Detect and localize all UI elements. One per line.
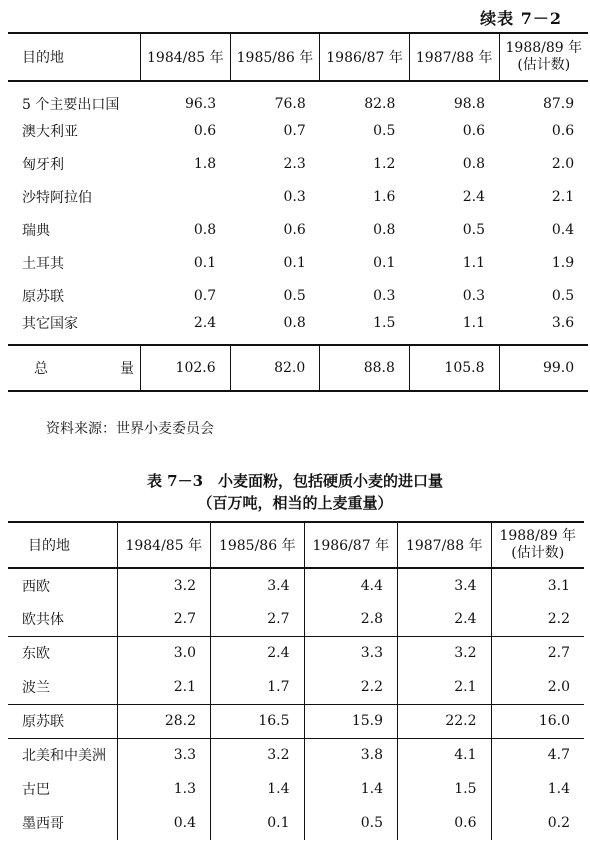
cell-value: 1.4: [491, 772, 584, 806]
cell-value: 0.3: [283, 188, 306, 205]
cell-value: 1.2: [373, 155, 396, 172]
cell-value: 0.5: [373, 122, 396, 139]
cell-value: 3.0: [117, 636, 211, 670]
row-label: 北美和中美洲: [8, 738, 117, 772]
col-1986-87: 1986/87 年: [304, 522, 398, 568]
total-label-a: 总: [34, 361, 48, 377]
cell-value: 16.5: [211, 704, 305, 738]
cell-value: 0.1: [193, 254, 217, 271]
cell-value: 3.6: [551, 315, 575, 331]
col-destination: 目的地: [8, 33, 141, 81]
table-row: [8, 636, 584, 670]
cell-value: 1.8: [193, 155, 217, 172]
row-label: 瑞典: [22, 222, 50, 239]
cell-value: 3.2: [211, 738, 305, 772]
cell-value: 1.3: [117, 772, 211, 806]
cell-value: 0.1: [211, 806, 305, 840]
col-1988-89: [491, 522, 584, 568]
cell-value: 0.8: [193, 221, 217, 238]
cell-value: 2.4: [211, 636, 305, 670]
cell-value: 0.7: [193, 287, 217, 304]
row-label: 其它国家: [22, 316, 78, 332]
table-title-line1: 表 7－3 小麦面粉，包括硬质小麦的进口量: [146, 472, 444, 490]
col-1988-89: [499, 33, 588, 81]
total-value: 88.8: [320, 345, 410, 391]
cell-value: 0.4: [117, 806, 211, 840]
cell-value: 0.5: [283, 287, 306, 304]
cell-value: 4.4: [304, 568, 398, 602]
cell-value: 96.3: [184, 96, 217, 112]
cell-value: 0.8: [462, 155, 485, 172]
col-destination: 目的地: [8, 522, 117, 568]
col-1984-85: 1984/85 年: [117, 522, 211, 568]
table-row: [8, 213, 588, 246]
cell-value: 0.6: [462, 122, 485, 139]
col-1987-88: 1987/88 年: [398, 522, 492, 568]
total-label-b: 量: [120, 361, 134, 377]
cell-value: 2.7: [491, 636, 584, 670]
cell-value: 3.3: [117, 738, 211, 772]
cell-value: 2.4: [193, 315, 217, 331]
cell-value: 2.2: [304, 670, 398, 704]
cell-value: 3.2: [117, 568, 211, 602]
cell-value: 0.3: [462, 287, 485, 304]
cell-value: 3.1: [491, 568, 584, 602]
cell-value: 1.7: [211, 670, 305, 704]
cell-value: 0.6: [283, 221, 306, 238]
source-note: 资料来源：世界小麦委员会: [46, 421, 214, 437]
cell-value: 1.4: [211, 772, 305, 806]
table-header-row: [8, 522, 584, 568]
total-value: 105.8: [409, 345, 499, 391]
cell-value: 98.8: [453, 96, 485, 112]
cell-value: 3.3: [304, 636, 398, 670]
cell-value: 2.0: [551, 155, 575, 172]
table-row: [8, 670, 584, 704]
cell-value: 0.6: [193, 122, 217, 139]
cell-value: 1.9: [551, 254, 575, 271]
total-row: [8, 345, 588, 391]
table-row: [8, 568, 584, 602]
table-row: [8, 279, 588, 312]
col-1984-85: 1984/85 年: [141, 33, 231, 81]
col-1988-89-year: 1988/89 年: [499, 528, 577, 544]
cell-value: 4.7: [491, 738, 584, 772]
cell-value: 0.5: [462, 221, 485, 238]
cell-value: 0.1: [373, 254, 396, 271]
cell-value: 3.8: [304, 738, 398, 772]
cell-value: [141, 180, 231, 213]
cell-value: 0.4: [551, 221, 575, 238]
table-row: [8, 704, 584, 738]
row-label: 澳大利亚: [22, 123, 78, 140]
cell-value: 0.6: [398, 806, 492, 840]
cell-value: 0.2: [491, 806, 584, 840]
cell-value: 0.5: [304, 806, 398, 840]
col-1985-86: 1985/86 年: [211, 522, 305, 568]
table-title: [0, 470, 590, 514]
cell-value: 4.1: [398, 738, 492, 772]
cell-value: 3.2: [398, 636, 492, 670]
table-row: [8, 312, 588, 345]
row-label: 土耳其: [22, 255, 64, 272]
col-1988-89-estimate: (估计数): [511, 545, 565, 561]
cell-value: 2.3: [283, 155, 306, 172]
table-row: [8, 147, 588, 180]
table-row: [8, 806, 584, 840]
cell-value: 0.5: [551, 287, 575, 304]
cell-value: 15.9: [304, 704, 398, 738]
row-label: 匈牙利: [22, 156, 64, 173]
cell-value: 2.0: [491, 670, 584, 704]
table-row: [8, 114, 588, 147]
cell-value: 1.1: [462, 254, 485, 271]
col-1985-86: 1985/86 年: [230, 33, 320, 81]
cell-value: 2.1: [117, 670, 211, 704]
col-1988-89-estimate: (估计数): [517, 57, 571, 73]
cell-value: 3.4: [211, 568, 305, 602]
total-label: [8, 345, 141, 391]
total-value: 102.6: [141, 345, 231, 391]
cell-value: 2.4: [462, 188, 485, 205]
row-label: 波兰: [22, 679, 50, 696]
cell-value: 0.8: [283, 315, 306, 331]
col-1986-87: 1986/87 年: [320, 33, 410, 81]
table-row: [8, 738, 584, 772]
cell-value: 28.2: [117, 704, 211, 738]
cell-value: 1.5: [398, 772, 492, 806]
table-row: [8, 772, 584, 806]
cell-value: 3.4: [398, 568, 492, 602]
total-value: 82.0: [230, 345, 320, 391]
continued-table-label: 续表 7－2: [480, 9, 562, 28]
cell-value: 22.2: [398, 704, 492, 738]
row-label: 欧共体: [22, 611, 64, 628]
cell-value: 2.1: [551, 188, 575, 205]
table-title-line2: （百万吨，相当的上麦重量）: [197, 494, 393, 512]
table-row: [8, 602, 584, 636]
row-label: 古巴: [22, 782, 50, 798]
row-label: 西欧: [22, 578, 50, 595]
cell-value: 0.6: [551, 122, 575, 139]
cell-value: 1.4: [304, 772, 398, 806]
cell-value: 2.1: [398, 670, 492, 704]
export-destination-table: [8, 32, 588, 392]
table-header-row: [8, 33, 588, 81]
row-label: 东欧: [8, 636, 117, 670]
flour-import-table: [8, 521, 584, 840]
col-1988-89-year: 1988/89 年: [505, 40, 583, 56]
total-value: 99.0: [499, 345, 588, 391]
cell-value: 76.8: [274, 96, 306, 112]
row-label: 原苏联: [22, 288, 64, 305]
cell-value: 2.7: [117, 602, 211, 636]
table-row: [8, 180, 588, 213]
row-label: 原苏联: [8, 704, 117, 738]
cell-value: 2.8: [304, 602, 398, 636]
cell-value: 1.6: [373, 188, 396, 205]
cell-value: 2.7: [211, 602, 305, 636]
cell-value: 0.3: [373, 287, 396, 304]
row-label: 5 个主要出口国: [22, 97, 120, 113]
cell-value: 1.1: [462, 315, 485, 331]
table-row: [8, 81, 588, 114]
cell-value: 0.8: [373, 221, 396, 238]
cell-value: 16.0: [491, 704, 584, 738]
cell-value: 2.4: [398, 602, 492, 636]
cell-value: 1.5: [373, 315, 396, 331]
row-label: 墨西哥: [22, 816, 64, 832]
col-1987-88: 1987/88 年: [409, 33, 499, 81]
cell-value: 0.7: [283, 122, 306, 139]
cell-value: 0.1: [283, 254, 306, 271]
cell-value: 87.9: [542, 96, 575, 112]
cell-value: 82.8: [364, 96, 396, 112]
cell-value: 2.2: [491, 602, 584, 636]
row-label: 沙特阿拉伯: [22, 189, 92, 206]
table-row: [8, 246, 588, 279]
